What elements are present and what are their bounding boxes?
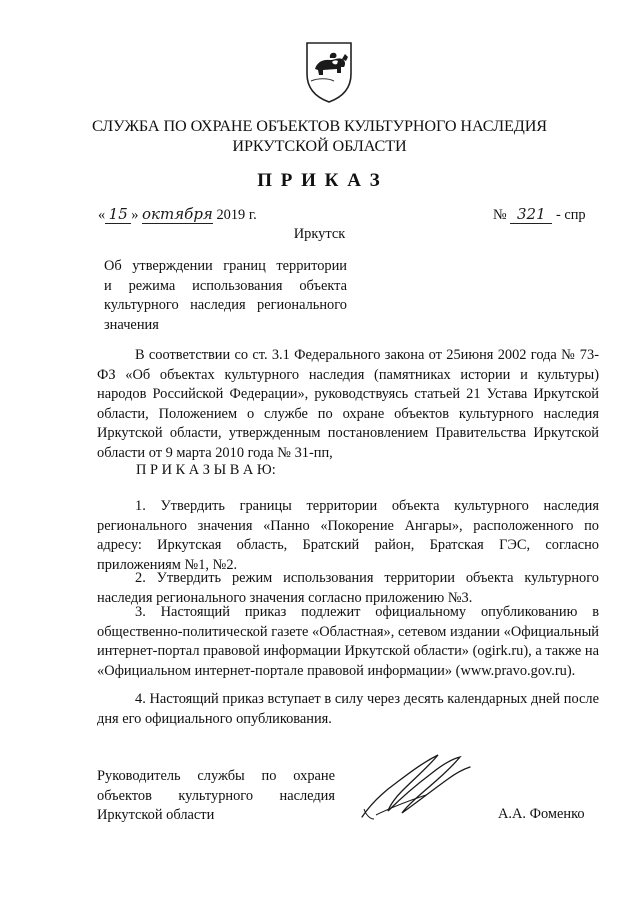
date-month: октября (142, 205, 213, 223)
handwritten-signature (356, 745, 476, 825)
date-line (98, 205, 257, 224)
number-suffix: - спр (555, 207, 586, 223)
date-quote-open: « (98, 207, 106, 223)
subject-line: и режима использования объекта (104, 277, 347, 294)
organization-name (0, 116, 639, 156)
subject-line: значения (104, 316, 159, 333)
order-item-1: 1. Утвердить границы территории объекта культурного наследия регионального значения «Панно «Покорение Ангары», расположенного по адресу: Иркутская область, Братский район, Братская ГЭС, согласно приложениям №1, №2. (97, 498, 599, 573)
signatory-position: Руководитель службы по охране объектов культурного наследия Иркутской области (97, 768, 335, 823)
organization-line-2: ИРКУТСКОЙ ОБЛАСТИ (232, 137, 407, 155)
date-quote-close: » (131, 207, 139, 223)
city: Иркутск (293, 226, 346, 242)
preamble-paragraph: В соответствии со ст. 3.1 Федерального закона от 25июня 2002 года № 73-ФЗ «Об объектах культурного наследия (памятниках истории и культуры) народов Российской Федерации», руководствуясь статьей 21 Устава Иркутской области, Положением о службе по охране объектов культурного наследия Иркутской области, утвержденным постановлением Правительства Иркутской области от 9 марта 2010 года № 31-пп, (97, 347, 599, 461)
order-number (493, 205, 586, 224)
subject-line: Об утверждении границ территории (104, 258, 347, 274)
date-year: 2019 г. (216, 207, 257, 223)
order-item-2: 2. Утвердить режим использования территории объекта культурного наследия регионального значения согласно приложению №3. (97, 570, 599, 606)
subject-block (104, 257, 347, 335)
signatory-name: А.А. Фоменко (498, 806, 585, 822)
order-item-3: 3. Настоящий приказ подлежит официальному опубликованию в общественно-политической газете «Областная», сетевом издании «Официальный интернет-портал правовой информации Иркутской области» (ogirk.ru), а также на «Официальном интернет-портале правовой информации» (www.pravo.gov.ru). (97, 604, 599, 679)
coat-of-arms-icon (304, 40, 354, 104)
organization-line-1: СЛУЖБА ПО ОХРАНЕ ОБЪЕКТОВ КУЛЬТУРНОГО НАСЛЕДИЯ (92, 117, 547, 135)
order-item-4: 4. Настоящий приказ вступает в силу через десять календарных дней после дня его официального опубликования. (97, 691, 599, 727)
order-word: П Р И К А З Ы В А Ю: (136, 462, 276, 478)
date-day: 15 (105, 205, 131, 224)
number-value: 321 (510, 205, 552, 224)
number-label: № (493, 207, 507, 223)
subject-line: культурного наследия регионального (104, 297, 347, 313)
document-type-title: П Р И К А З (257, 170, 382, 191)
